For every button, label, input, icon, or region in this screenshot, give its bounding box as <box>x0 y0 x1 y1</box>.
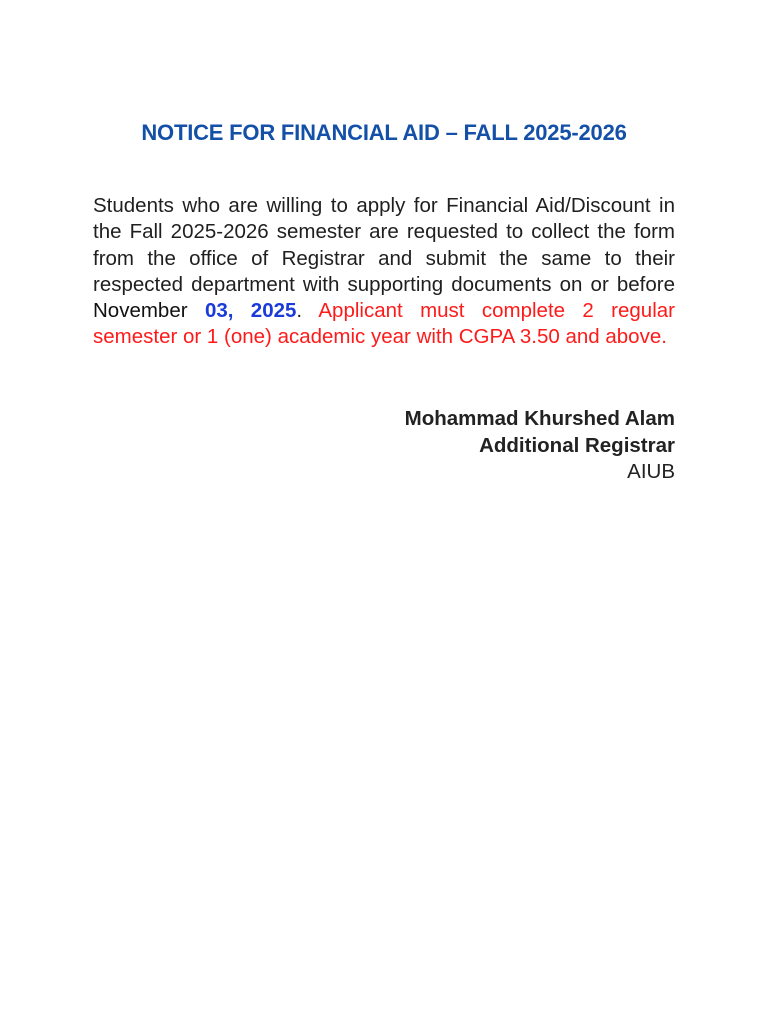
notice-body-text: Students who are willing to apply for Financial Aid/Discount in the Fall 2025-2026 semester are requested to collect the form from the office of Registrar and submit the same to their respected department with supporting documents on or before <box>93 194 675 296</box>
deadline-month: November <box>93 299 188 323</box>
signatory-name: Mohammad Khurshed Alam <box>404 407 675 430</box>
signatory-title: Additional Registrar <box>479 433 675 457</box>
signatory-organization: AIUB <box>627 460 675 483</box>
signature-block <box>405 406 675 486</box>
eligibility-requirement: Applicant must complete 2 regular semester or 1 (one) academic year with CGPA 3.50 and above. <box>93 299 675 349</box>
notice-body <box>93 193 675 351</box>
notice-title: NOTICE FOR FINANCIAL AID – FALL 2025-2026 <box>141 120 627 145</box>
deadline-day: 03, 2025 <box>204 299 297 323</box>
deadline-period: . <box>296 299 303 323</box>
